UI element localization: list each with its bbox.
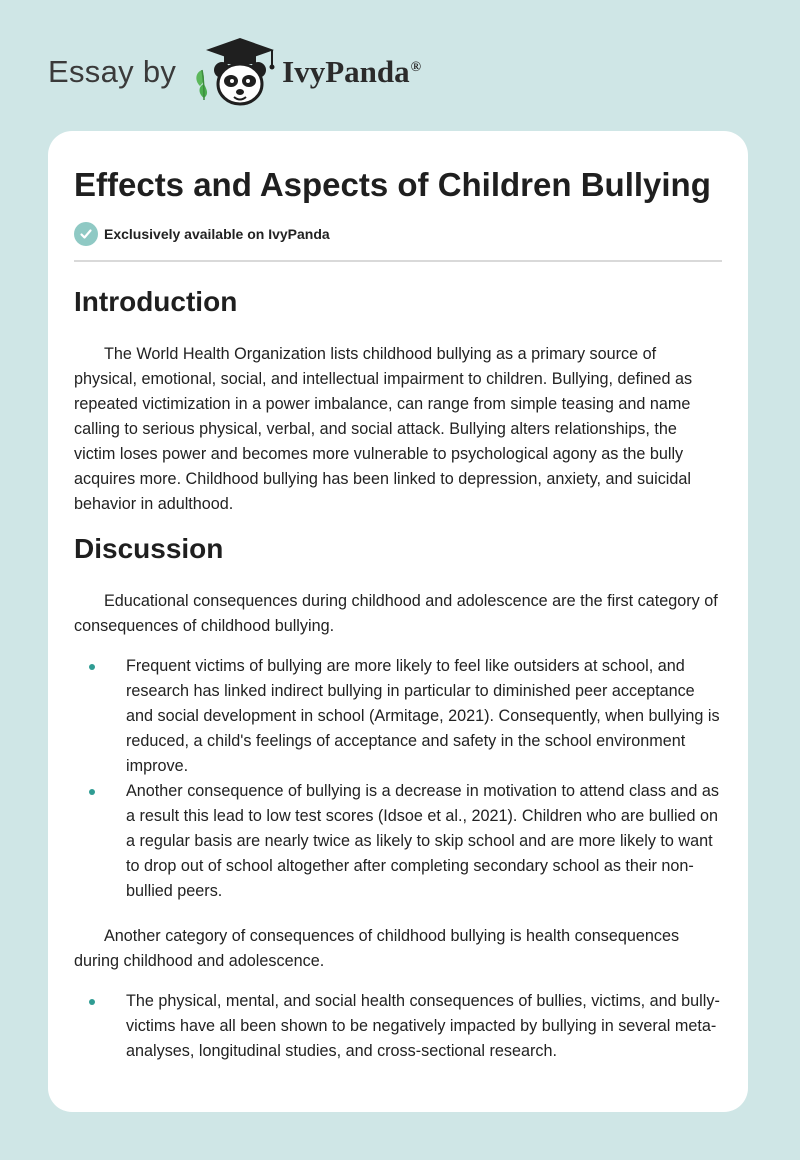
list-item: Another consequence of bullying is a decrease in motivation to attend class and as a result this lead to low test scores (Idsoe et al., 2021). Children who are bullied on a regular basis are nearly twice as likely to skip school and are more likely to want to drop out of school altogether after completing secondary school as their non-bullied peers. <box>74 779 722 904</box>
bullet-list-educational <box>74 654 722 904</box>
brand-header[interactable] <box>48 36 421 108</box>
list-item: The physical, mental, and social health consequences of bullies, victims, and bully-victims have all been shown to be negatively impacted by bullying in several meta-analyses, longitudinal studies, and cross-sectional research. <box>74 989 722 1064</box>
ivypanda-logo-icon <box>190 36 286 108</box>
essay-card <box>48 131 748 1112</box>
checkmark-icon <box>79 227 93 241</box>
list-item: Frequent victims of bullying are more likely to feel like outsiders at school, and research has linked indirect bullying in particular to diminished peer acceptance and social development in school (Armitage, 2021). Consequently, when bullying is reduced, a child's feelings of acceptance and safety in the school environment improve. <box>74 654 722 779</box>
badge-text: Exclusively available on IvyPanda <box>104 226 330 242</box>
introduction-paragraph: The World Health Organization lists childhood bullying as a primary source of physical, emotional, social, and intellectual impairment to children. Bullying, defined as repeated victimization in a power imbalance, can range from simple teasing and name calling to serious physical, verbal, and social attack. Bullying alters relationships, the victim loses power and becomes more vulnerable to psychological agony as the bully acquires more. Childhood bullying has been linked to depression, anxiety, and suicidal behavior in adulthood. <box>74 345 693 513</box>
brand-name <box>282 54 421 90</box>
section-heading-introduction: Introduction <box>74 286 238 317</box>
registered-mark: ® <box>410 59 422 75</box>
check-circle-icon <box>74 222 98 246</box>
discussion-paragraph-2: Another category of consequences of childhood bullying is health consequences during childhood and adolescence. <box>74 927 680 970</box>
discussion-paragraph-1: Educational consequences during childhood and adolescence are the first category of consequences of childhood bullying. <box>74 592 718 635</box>
exclusive-badge <box>74 222 722 246</box>
essay-title: Effects and Aspects of Children Bullying <box>74 166 711 203</box>
brand-prefix: Essay by <box>48 54 177 89</box>
bullet-list-health <box>74 989 722 1064</box>
brand-name-text: IvyPanda <box>282 54 410 89</box>
section-heading-discussion: Discussion <box>74 533 224 564</box>
title-divider <box>74 260 722 262</box>
